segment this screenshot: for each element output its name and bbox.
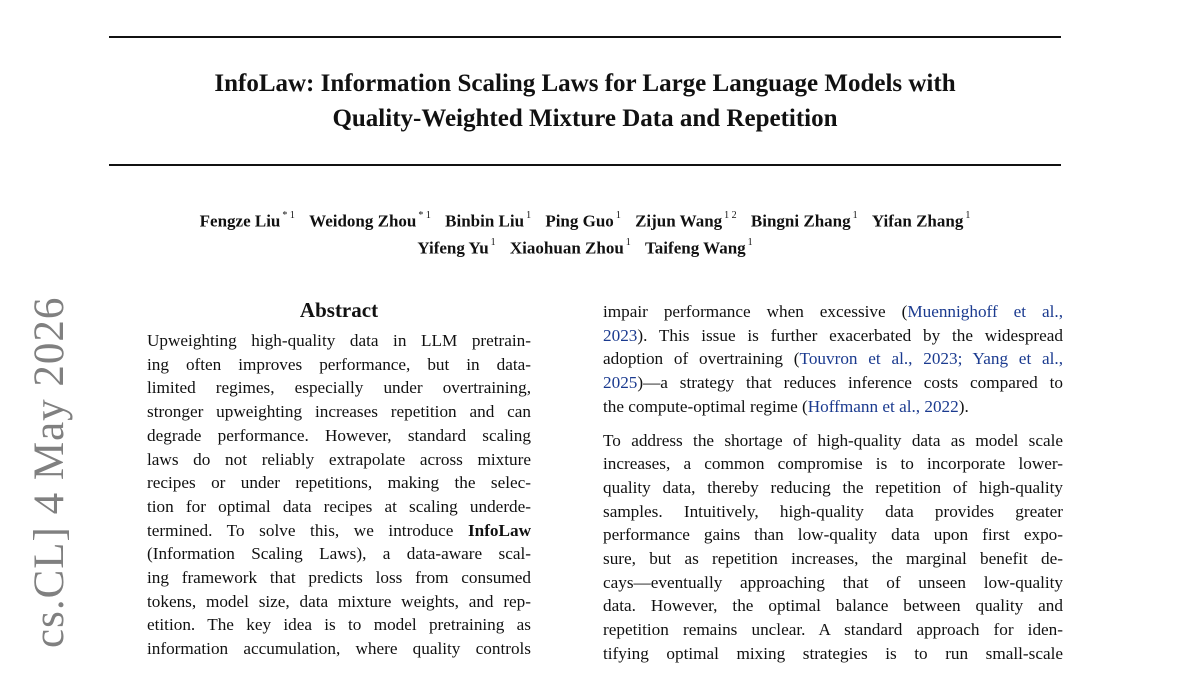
author-row-2 — [60, 233, 1110, 260]
author: Weidong Zhou $^{* 1}$ — [309, 210, 431, 231]
citation-link[interactable]: 2023 — [603, 325, 638, 345]
author: Taifeng Wang $^1$ — [645, 236, 753, 258]
author-list — [60, 206, 1110, 259]
abstract-line: ing often improves performance, but in data- — [147, 354, 531, 374]
body-line: data. However, the optimal balance between quality and — [603, 596, 1063, 616]
abstract-line: laws do not reliably extrapolate across mixture — [147, 449, 531, 469]
abstract-body — [147, 329, 531, 661]
title-top-rule — [109, 36, 1061, 38]
paper-title — [109, 66, 1061, 136]
citation-link[interactable]: Yang et al., — [972, 349, 1063, 369]
body-line: To address the shortage of high-quality data as model scale — [603, 430, 1063, 450]
abstract-line: stronger upweighting increases repetition and can — [147, 402, 531, 422]
abstract-line: ing framework that predicts loss from consumed — [147, 568, 531, 588]
body-line: performance gains than low-quality data upon first expo- — [603, 525, 1063, 545]
title-bottom-rule — [109, 164, 1061, 166]
body-line: cays—eventually approaching that of unseen low-quality — [603, 572, 1063, 592]
citation-link[interactable]: Touvron et al., 2023 — [799, 349, 958, 369]
abstract-line: tokens, model size, data mixture weights, and rep- — [147, 591, 531, 611]
abstract-line: etition. The key idea is to model pretraining as — [147, 615, 531, 635]
citation-link[interactable]: Muennighoff et al., — [907, 302, 1063, 321]
abstract-line: termined. To solve this, we introduce InfoLaw — [147, 520, 531, 540]
abstract-line: tion for optimal data recipes at scaling underde- — [147, 496, 531, 516]
infolaw-term: InfoLaw — [467, 520, 531, 540]
intro-paragraph-2 — [603, 429, 1063, 666]
abstract-heading: Abstract — [299, 298, 379, 322]
body-line: 2025)—a strategy that reduces inference costs compared to — [603, 373, 1063, 393]
author: Binbin Liu $^1$ — [445, 210, 532, 231]
introduction-column — [603, 300, 1063, 676]
body-line: impair performance when excessive (Muennighoff et al., — [603, 302, 1063, 321]
author: Ping Guo $^1$ — [545, 210, 621, 231]
abstract-line: Upweighting high-quality data in LLM pretrain- — [147, 331, 531, 350]
author: Yifan Zhang $^1$ — [871, 210, 971, 231]
citation-link[interactable]: 2025 — [603, 373, 638, 393]
abstract-line: information accumulation, where quality controls — [147, 639, 531, 659]
body-line: repetition remains unclear. A standard approach for iden- — [603, 620, 1063, 640]
abstract-line: limited regimes, especially under overtraining, — [147, 378, 531, 398]
author: Xiaohuan Zhou $^1$ — [509, 236, 631, 258]
abstract-line: recipes or under repetitions, making the selec- — [147, 473, 531, 493]
abstract-line: (Information Scaling Laws), a data-aware scal- — [147, 544, 531, 564]
title-line-1: InfoLaw: Information Scaling Laws for Large Language Models with — [214, 70, 956, 97]
title-line-2: Quality-Weighted Mixture Data and Repetition — [332, 105, 838, 132]
abstract-line: degrade performance. However, standard scaling — [147, 425, 531, 445]
arxiv-identifier-stamp: cs.CL] 4 May 2026 — [26, 296, 73, 648]
body-line: 2023). This issue is further exacerbated by the widespread — [603, 325, 1063, 345]
author: Yifeng Yu $^1$ — [417, 236, 496, 258]
author: Fengze Liu $^{* 1}$ — [199, 210, 295, 231]
body-line: the compute-optimal regime (Hoffmann et al., 2022). — [603, 396, 969, 416]
author: Zijun Wang $^{1 2}$ — [635, 210, 737, 231]
author: Bingni Zhang $^1$ — [750, 210, 858, 231]
body-line: increases, a common compromise is to incorporate lower- — [603, 454, 1063, 474]
body-line: quality data, thereby reducing the repetition of high-quality — [603, 477, 1063, 497]
author-row-1 — [60, 206, 1110, 233]
citation-link[interactable]: Hoffmann et al., 2022 — [807, 396, 959, 416]
body-line: tifying optimal mixing strategies is to run small-scale — [603, 643, 1063, 663]
body-line: samples. Intuitively, high-quality data provides greater — [603, 501, 1063, 521]
body-line: sure, but as repetition increases, the marginal benefit de- — [603, 549, 1063, 569]
intro-paragraph-1 — [603, 300, 1063, 419]
body-line: adoption of overtraining (Touvron et al., 2023; Yang et al., — [603, 349, 1063, 369]
